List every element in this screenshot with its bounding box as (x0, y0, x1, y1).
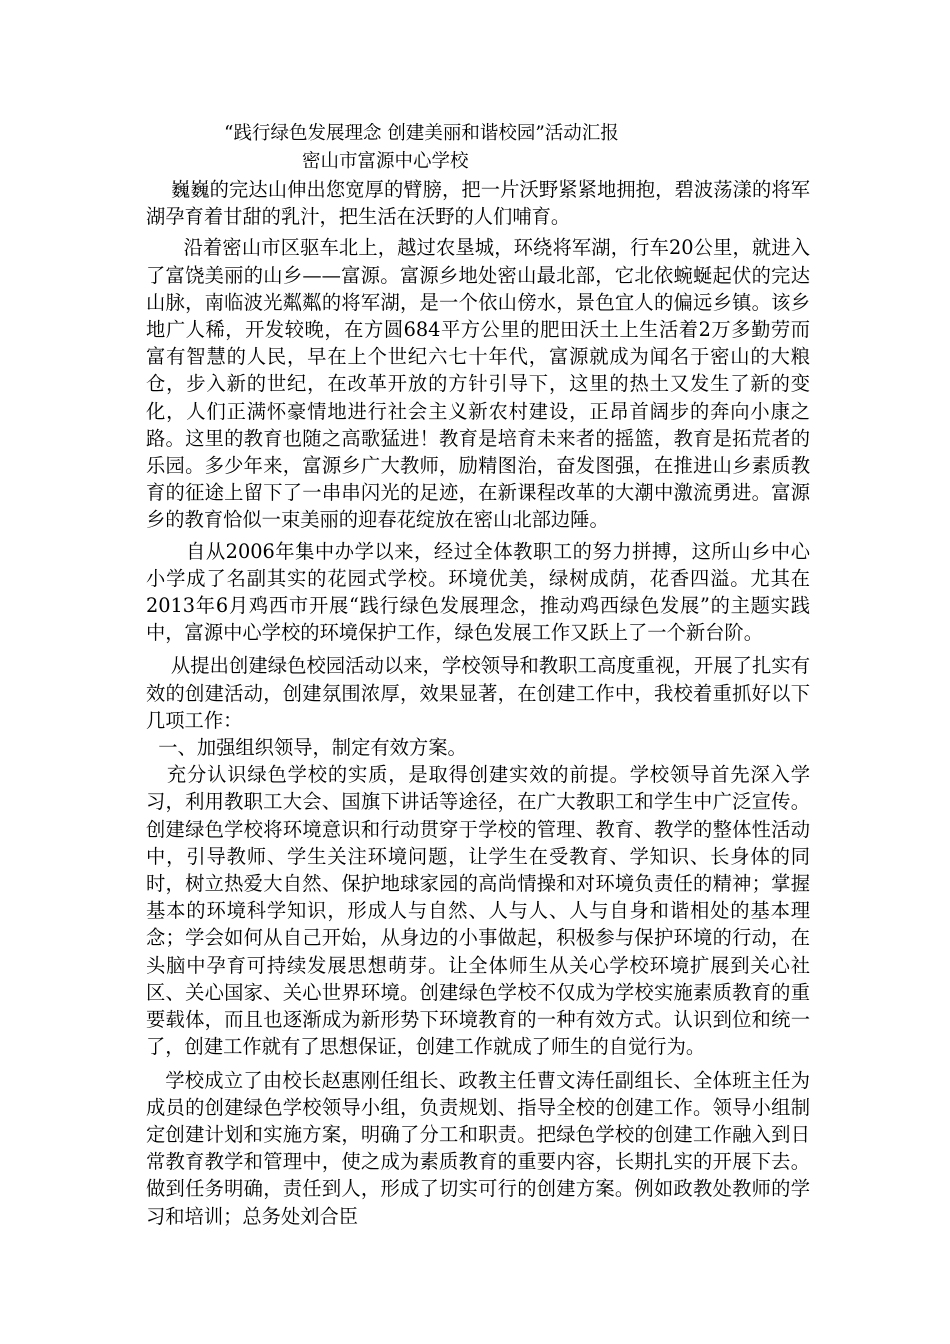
document-title: “践行绿色发展理念 创建美丽和谐校园”活动汇报 (224, 123, 619, 144)
section-heading-1: 一、加强组织领导，制定有效方案。 (146, 736, 467, 760)
paragraph-leadership: 学校成立了由校长赵惠刚任组长、政教主任曹文涛任副组长、全体班主任为成员的创建绿色学校领导小组，负责规划、指导全校的创建工作。领导小组制定创建计划和实施方案，明确了分工和职责。把绿色学校的创建工作融入到日常教育教学和管理中，使之成为素质教育的重要内容，长期扎实的开展下去。做到任务明确，责任到人，形成了切实可行的创建方案。例如政教处教师的学习和培训；总务处刘合臣 (146, 1068, 810, 1228)
paragraph-intro: 巍巍的完达山伸出您宽厚的臂膀，把一片沃野紧紧地拥抱，碧波荡漾的将军湖孕育着甘甜的乳汁，把生活在沃野的人们哺育。 (146, 178, 810, 229)
paragraph-activities: 从提出创建绿色校园活动以来，学校领导和教职工高度重视，开展了扎实有效的创建活动，创建氛围浓厚，效果显著，在创建工作中，我校着重抓好以下几项工作： (146, 654, 810, 732)
paragraph-school: 自从2006年集中办学以来，经过全体教职工的努力拼搏，这所山乡中心小学成了名副其实的花园式学校。环境优美，绿树成荫，花香四溢。尤其在2013年6月鸡西市开展“践行绿色发展理念，推动鸡西绿色发展”的主题实践中，富源中心学校的环境保护工作，绿色发展工作又跃上了一个新台阶。 (146, 539, 810, 645)
paragraph-region: 沿着密山市区驱车北上，越过农垦城，环绕将军湖，行车20公里，就进入了富饶美丽的山乡——富源。富源乡地处密山最北部，它北依蜿蜒起伏的完达山脉，南临波光粼粼的将军湖，是一个依山傍水，景色宜人的偏远乡镇。该乡地广人稀，开发较晚，在方圆684平方公里的肥田沃土上生活着2万多勤劳而富有智慧的人民，早在上个世纪六七十年代，富源就成为闻名于密山的大粮仓，步入新的世纪，在改革开放的方针引导下，这里的热土又发生了新的变化，人们正满怀豪情地进行社会主义新农村建设，正昂首阔步的奔向小康之路。这里的教育也随之高歌猛进！教育是培育未来者的摇篮，教育是拓荒者的乐园。多少年来，富源乡广大教师，励精图治，奋发图强，在推进山乡素质教育的征途上留下了一串串闪光的足迹，在新课程改革的大潮中激流勇进。富源乡的教育恰似一束美丽的迎春花绽放在密山北部边陲。 (146, 236, 810, 532)
document-subtitle: 密山市富源中心学校 (302, 151, 469, 172)
document-body (146, 120, 810, 1230)
paragraph-understanding: 充分认识绿色学校的实质，是取得创建实效的前提。学校领导首先深入学习，利用教职工大会、国旗下讲话等途径，在广大教职工和学生中广泛宣传。创建绿色学校将环境意识和行动贯穿于学校的管理、教育、教学的整体性活动中，引导教师、学生关注环境问题，让学生在受教育、学知识、长身体的同时，树立热爱大自然、保护地球家园的高尚情操和对环境负责任的精神；掌握基本的环境科学知识，形成人与自然、人与人、人与自身和谐相处的基本理念；学会如何从自己开始，从身边的小事做起，积极参与保护环境的行动，在头脑中孕育可持续发展思想萌芽。让全体师生从关心学校环境扩展到关心社区、关心国家、关心世界环境。创建绿色学校不仅成为学校实施素质教育的重要载体，而且也逐渐成为新形势下环境教育的一种有效方式。认识到位和统一了，创建工作就有了思想保证，创建工作就成了师生的自觉行为。 (146, 763, 811, 1059)
